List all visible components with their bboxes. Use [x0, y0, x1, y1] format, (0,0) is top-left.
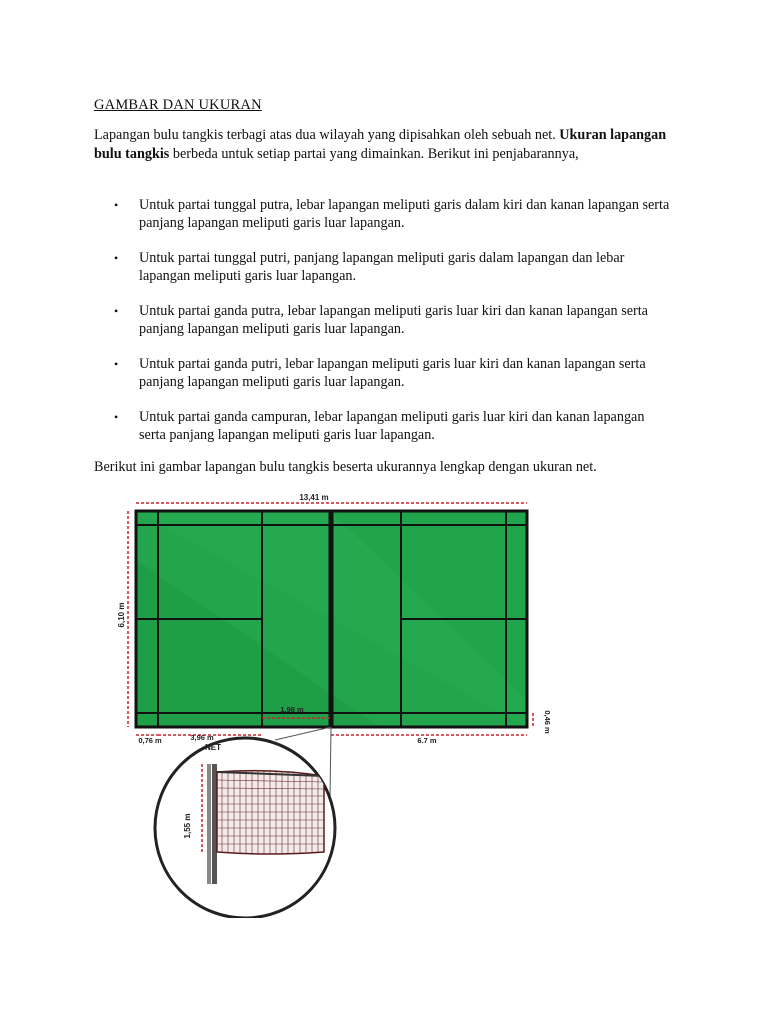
width-label: 6,10 m [117, 602, 126, 628]
zoom-connector [330, 727, 331, 800]
net-label: NET [205, 743, 221, 752]
outro-paragraph: Berikut ini gambar lapangan bulu tangkis beserta ukurannya lengkap dengan ukuran net. [94, 459, 597, 475]
length-label: 13,41 m [299, 493, 329, 502]
bullet-icon: • [114, 304, 119, 318]
bullet-icon: • [114, 198, 119, 212]
short-service-label: 3,96 m [190, 733, 214, 742]
side-alley-label: 0,46 m [543, 710, 552, 734]
bullet-icon: • [114, 410, 119, 424]
list-item-text: Untuk partai ganda putri, lebar lapangan meliputi garis luar kiri dan kanan lapangan serta panjang lapangan meliputi garis luar lapangan. [139, 356, 646, 390]
rules-list [0, 196, 768, 461]
page-heading: GAMBAR DAN UKURAN [94, 97, 262, 113]
back-alley-label: 0,76 m [138, 736, 162, 745]
list-item [0, 355, 674, 391]
intro-text-start: Lapangan bulu tangkis terbagi atas dua wilayah yang dipisahkan oleh sebuah net. [94, 127, 560, 143]
list-item-text: Untuk partai tunggal putri, panjang lapangan meliputi garis dalam lapangan dan lebar lapangan meliputi garis luar lapangan. [139, 250, 625, 284]
intro-bold-term: Ukuran lapangan bulu tangkis [94, 127, 667, 162]
list-item [0, 408, 674, 444]
bullet-icon: • [114, 251, 119, 265]
list-item [0, 302, 674, 338]
net-height-label: 1,55 m [183, 813, 192, 839]
list-item [0, 196, 674, 232]
court-diagram [100, 488, 560, 918]
list-item-text: Untuk partai ganda campuran, lebar lapangan meliputi garis luar kiri dan kanan lapangan serta panjang lapangan meliputi garis luar lapangan. [139, 409, 645, 443]
list-item [0, 249, 674, 285]
intro-paragraph [94, 126, 679, 164]
list-item-text: Untuk partai ganda putra, lebar lapangan meliputi garis luar kiri dan kanan lapangan serta panjang lapangan meliputi garis luar lapangan. [139, 303, 648, 337]
zoom-connector [275, 727, 331, 740]
bullet-icon: • [114, 357, 119, 371]
intro-text-end: berbeda untuk setiap partai yang dimainkan. Berikut ini penjabarannya, [169, 146, 579, 162]
list-item-text: Untuk partai tunggal putra, lebar lapangan meliputi garis dalam kiri dan kanan lapangan serta panjang lapangan meliputi garis luar lapangan. [139, 197, 670, 231]
service-label: 1,98 m [280, 705, 304, 714]
half-court-label: 6.7 m [417, 736, 437, 745]
